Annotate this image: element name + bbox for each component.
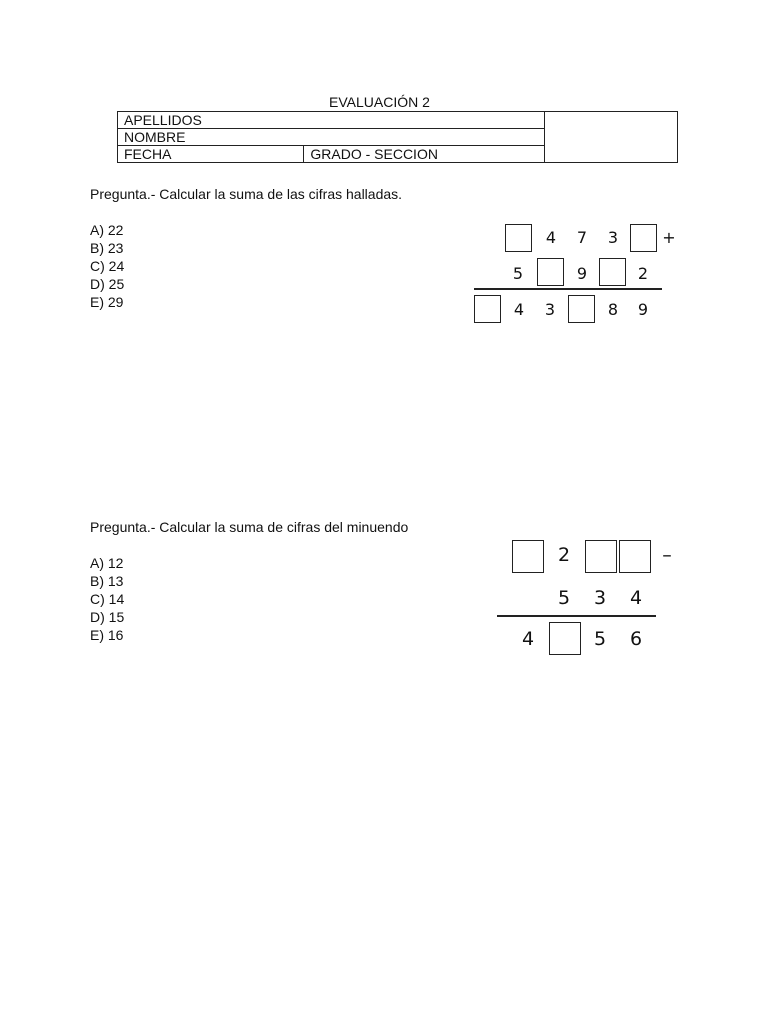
subtraction-digit: 3	[593, 587, 607, 609]
subtraction-blank-box[interactable]	[512, 540, 544, 573]
addition-digit: 4	[513, 300, 525, 319]
option-b[interactable]: B) 23	[90, 240, 124, 256]
addition-digit: 3	[544, 300, 556, 319]
option-e[interactable]: E) 16	[90, 627, 124, 643]
addition-blank-box[interactable]	[568, 295, 595, 323]
evaluation-title: EVALUACIÓN 2	[329, 94, 430, 110]
fecha-field[interactable]: FECHA	[118, 146, 304, 163]
subtraction-digit: 5	[557, 587, 571, 609]
addition-blank-box[interactable]	[630, 224, 657, 252]
minus-operator: –	[662, 544, 672, 566]
option-d[interactable]: D) 25	[90, 276, 125, 292]
addition-digit: 2	[637, 264, 649, 283]
option-b[interactable]: B) 13	[90, 573, 124, 589]
addition-blank-box[interactable]	[599, 258, 626, 286]
subtraction-difference-line	[497, 615, 656, 617]
addition-blank-box[interactable]	[505, 224, 532, 252]
student-info-table	[117, 111, 678, 163]
addition-sum-line	[474, 288, 662, 290]
addition-blank-box[interactable]	[537, 258, 564, 286]
option-d[interactable]: D) 15	[90, 609, 125, 625]
addition-digit: 4	[545, 228, 557, 247]
question-1-options	[90, 221, 124, 311]
subtraction-digit: 5	[593, 628, 607, 650]
addition-digit: 8	[607, 300, 619, 319]
option-a[interactable]: A) 22	[90, 222, 124, 238]
apellidos-field[interactable]: APELLIDOS	[118, 112, 545, 129]
subtraction-digit: 6	[629, 628, 643, 650]
addition-digit: 9	[637, 300, 649, 319]
subtraction-digit: 4	[521, 628, 535, 650]
subtraction-blank-box[interactable]	[549, 622, 581, 655]
addition-digit: 9	[576, 264, 588, 283]
addition-digit: 5	[512, 264, 524, 283]
grado-seccion-field[interactable]: GRADO - SECCION	[304, 146, 544, 163]
question-1-text: Pregunta.- Calcular la suma de las cifras halladas.	[90, 186, 403, 202]
subtraction-blank-box[interactable]	[585, 540, 617, 573]
score-cell	[544, 112, 677, 163]
subtraction-digit: 4	[629, 587, 643, 609]
subtraction-digit: 2	[557, 544, 571, 566]
addition-digit: 3	[607, 228, 619, 247]
nombre-field[interactable]: NOMBRE	[118, 129, 545, 146]
option-a[interactable]: A) 12	[90, 555, 124, 571]
question-2-options	[90, 554, 124, 644]
subtraction-blank-box[interactable]	[619, 540, 651, 573]
addition-blank-box[interactable]	[474, 295, 501, 323]
addition-digit: 7	[576, 228, 588, 247]
option-e[interactable]: E) 29	[90, 294, 124, 310]
plus-operator: +	[662, 228, 676, 247]
option-c[interactable]: C) 14	[90, 591, 125, 607]
question-2-text: Pregunta.- Calcular la suma de cifras del minuendo	[90, 519, 409, 535]
option-c[interactable]: C) 24	[90, 258, 125, 274]
